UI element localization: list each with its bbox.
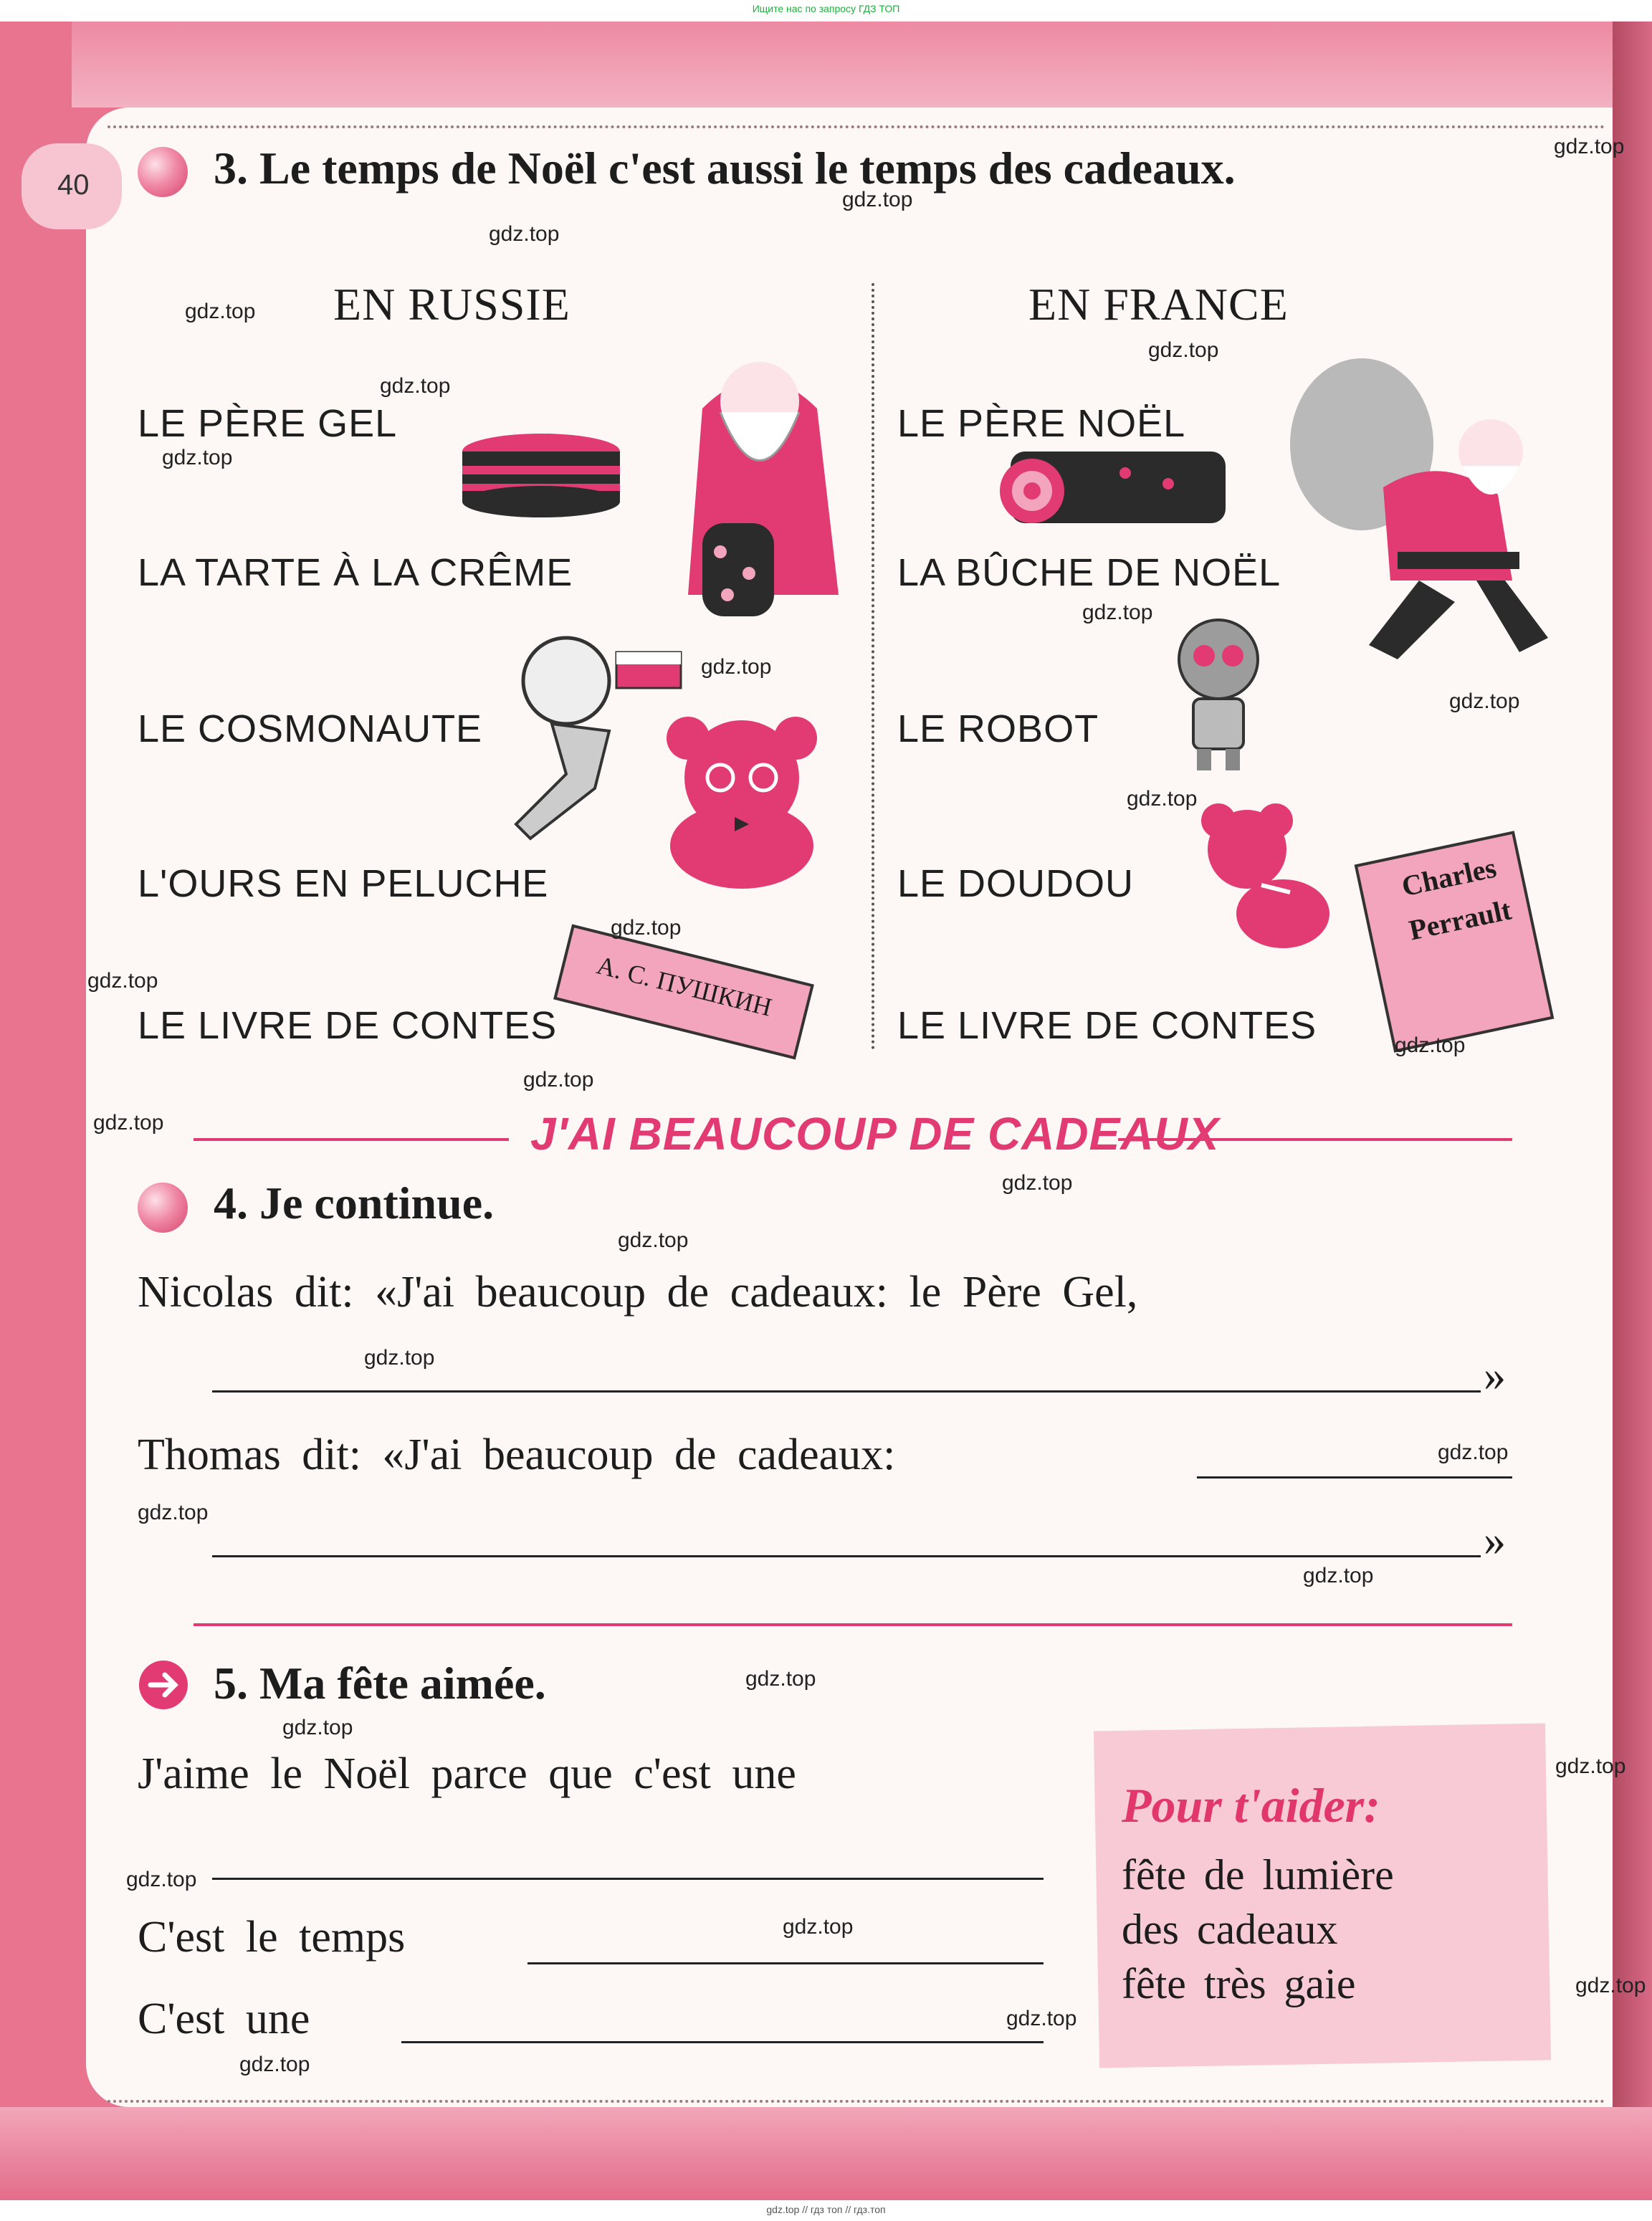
watermark: gdz.top: [1002, 1171, 1073, 1195]
arrow-bullet-icon: [138, 1659, 189, 1711]
santa-claus-icon: [1283, 344, 1570, 674]
exercise-4-line-2: Thomas dit: «J'ai beaucoup de cadeaux:: [138, 1430, 896, 1479]
column-france-header: EN FRANCE: [1028, 279, 1289, 330]
closing-quote: »: [1484, 1352, 1506, 1400]
france-item: LE LIVRE DE CONTES: [897, 1004, 1317, 1047]
watermark: gdz.top: [1006, 2007, 1077, 2030]
teddy-bear-icon: [659, 710, 824, 889]
watermark: gdz.top: [489, 222, 560, 246]
father-frost-icon: [659, 323, 860, 624]
section-banner: J'AI BEAUCOUP DE CADEAUX: [530, 1108, 1220, 1160]
russia-item: LE PÈRE GEL: [138, 402, 398, 445]
watermark: gdz.top: [1082, 601, 1153, 624]
answer-line[interactable]: [527, 1962, 1044, 1964]
russia-item: LE LIVRE DE CONTES: [138, 1004, 558, 1047]
help-item: fête de lumière: [1122, 1851, 1394, 1898]
watermark: gdz.top: [523, 1068, 594, 1092]
france-item: LE PÈRE NOËL: [897, 402, 1186, 445]
watermark: gdz.top: [1395, 1033, 1466, 1057]
exercise-3-title: 3. Le temps de Noël c'est aussi le temps des cadeaux.: [214, 143, 1236, 194]
help-item: fête très gaie: [1122, 1960, 1356, 2007]
exercise-4-title: 4. Je continue.: [214, 1178, 495, 1228]
watermark: gdz.top: [93, 1111, 164, 1135]
exercise-5-line-3: C'est une: [138, 1995, 310, 2043]
exercise-4-line-1: Nicolas dit: «J'ai beaucoup de cadeaux: le Père Gel,: [138, 1268, 1138, 1317]
watermark: gdz.top: [1554, 135, 1625, 158]
watermark: gdz.top: [783, 1915, 854, 1939]
top-dotted-border: [108, 125, 1605, 128]
watermark: gdz.top: [364, 1346, 435, 1370]
watermark: gdz.top: [162, 446, 233, 469]
watermark: gdz.top: [87, 969, 158, 993]
closing-quote: »: [1484, 1517, 1506, 1565]
pushkin-book-title: А. С. ПУШКИН: [593, 950, 775, 1022]
banner-line-left: [194, 1138, 509, 1141]
russia-item: L'OURS EN PELUCHE: [138, 862, 549, 905]
frame-top-band: [72, 22, 1620, 108]
column-divider: [872, 283, 874, 1050]
watermark: gdz.top: [842, 188, 913, 211]
perrault-book-title-1: Charles: [1398, 851, 1499, 903]
russia-item: LE COSMONAUTE: [138, 707, 483, 750]
watermark: gdz.top: [618, 1228, 689, 1252]
answer-line[interactable]: [212, 1878, 1044, 1880]
answer-line[interactable]: [212, 1390, 1481, 1393]
exercise-4-bullet-icon: [138, 1183, 188, 1233]
watermark: gdz.top: [380, 374, 451, 398]
russia-item: LA TARTE À LA CRÊME: [138, 551, 573, 594]
watermark: gdz.top: [1148, 338, 1219, 362]
robot-icon: [1161, 616, 1276, 774]
watermark: gdz.top: [701, 655, 772, 679]
watermark: gdz.top: [239, 2053, 310, 2076]
watermark: gdz.top: [282, 1716, 353, 1739]
column-russia-header: EN RUSSIE: [333, 279, 570, 330]
exercise-3-bullet-icon: [138, 147, 188, 197]
watermark: gdz.top: [185, 300, 256, 323]
help-title: Pour t'aider:: [1122, 1778, 1380, 1833]
france-item: LE DOUDOU: [897, 862, 1135, 905]
bottom-note: gdz.top // гдз топ // гдз.топ: [766, 2204, 886, 2215]
watermark: gdz.top: [1555, 1754, 1626, 1778]
exercise-5-line-1: J'aime le Noël parce que c'est une: [138, 1749, 796, 1798]
perrault-book-title-2: Perrault: [1405, 893, 1514, 947]
watermark: gdz.top: [611, 916, 682, 940]
section-divider-line: [194, 1623, 1512, 1626]
watermark: gdz.top: [138, 1501, 209, 1524]
book-right-edge: [1613, 22, 1652, 2200]
watermark: gdz.top: [1303, 1564, 1374, 1587]
yule-log-icon: [996, 430, 1233, 530]
frame-bottom-band: [0, 2107, 1652, 2200]
watermark: gdz.top: [745, 1667, 816, 1691]
help-item: des cadeaux: [1122, 1906, 1338, 1953]
exercise-5-title: 5. Ma fête aimée.: [214, 1658, 546, 1709]
watermark: gdz.top: [1438, 1441, 1509, 1464]
answer-line[interactable]: [212, 1555, 1481, 1557]
top-search-note: Ищите нас по запросу ГДЗ ТОП: [752, 3, 900, 14]
answer-line[interactable]: [1197, 1476, 1512, 1479]
bottom-dotted-border: [108, 2100, 1605, 2103]
watermark: gdz.top: [126, 1868, 197, 1891]
exercise-5-line-2: C'est le temps: [138, 1913, 406, 1962]
france-item: LE ROBOT: [897, 707, 1099, 750]
plush-doudou-icon: [1197, 799, 1340, 957]
cake-icon: [459, 430, 624, 523]
watermark: gdz.top: [1127, 787, 1198, 811]
france-item: LA BÛCHE DE NOËL: [897, 551, 1281, 594]
watermark: gdz.top: [1575, 1974, 1646, 1997]
answer-line[interactable]: [401, 2041, 1044, 2043]
watermark: gdz.top: [1449, 689, 1520, 713]
page-number: 40: [57, 169, 90, 201]
